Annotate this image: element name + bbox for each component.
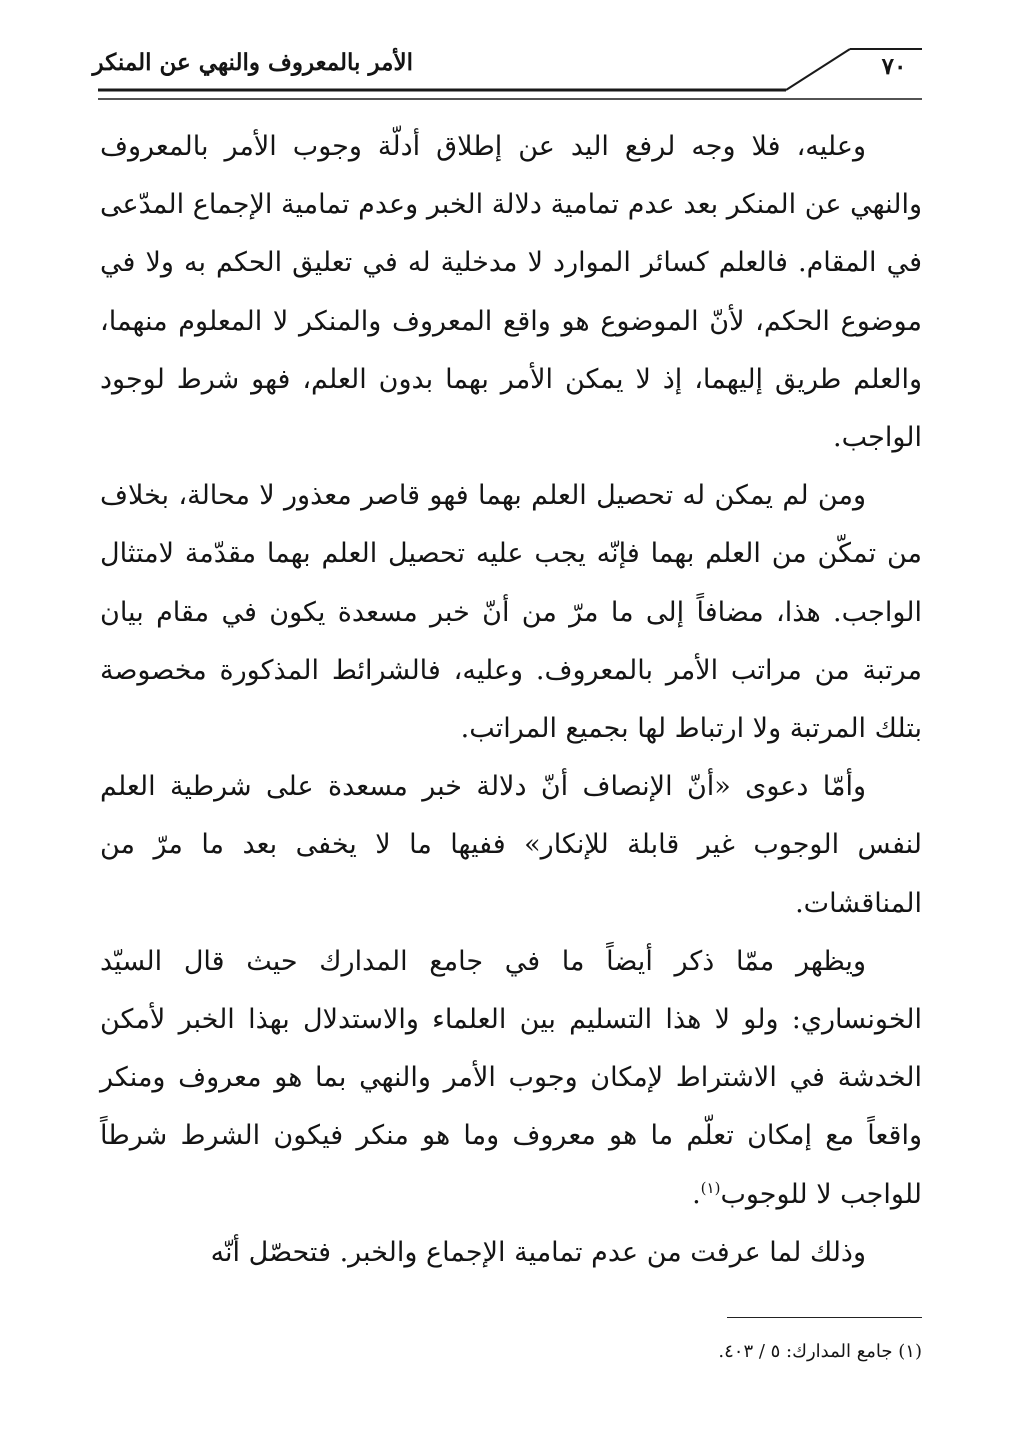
header-rule: [0, 0, 1021, 110]
footnote-reference: (١): [700, 1178, 721, 1197]
paragraph-4: [100, 933, 922, 1224]
paragraph-5: وذلك لما عرفت من عدم تمامية الإجماع والخبر. فتحصّل أنّه: [210, 1236, 866, 1268]
footnote: (١) جامع المدارك: ٥ / ٤٠٣.: [718, 1341, 922, 1362]
page-number: ٧٠: [881, 53, 907, 80]
paragraph-3: وأمّا دعوى «أنّ الإنصاف أنّ دلالة خبر مسعدة على شرطية العلم لنفس الوجوب غير قابلة للإنكار» ففيها ما لا يخفى بعد ما مرّ من المناقشات.: [100, 771, 922, 919]
footnote-separator: [727, 1317, 922, 1318]
running-header-title: الأمر بالمعروف والنهي عن المنكر: [92, 49, 413, 76]
paragraph-4-text: ويظهر ممّا ذكر أيضاً ما في جامع المدارك حيث قال السيّد الخونساري: ولو لا هذا التسليم بين العلماء والاستدلال بهذا الخبر لأمكن الخدشة في الاشتراط لإمكان وجوب الأمر والنهي بما هو معروف ومنكر واقعاً مع إمكان تعلّم ما هو معروف وما هو منكر فيكون الشرط شرطاً للواجب لا للوجوب: [100, 945, 922, 1210]
body-text: [100, 118, 922, 1282]
paragraph-4-end: .: [692, 1178, 701, 1210]
paragraph-1: وعليه، فلا وجه لرفع اليد عن إطلاق أدلّة وجوب الأمر بالمعروف والنهي عن المنكر بعد عدم تمامية دلالة الخبر وعدم تمامية الإجماع المدّعى في المقام. فالعلم كسائر الموارد لا مدخلية له في تعليق الحكم به ولا في موضوع الحكم، لأنّ الموضوع هو واقع المعروف والمنكر لا المعلوم منهما، والعلم طريق إليهما، إذ لا يمكن الأمر بهما بدون العلم، فهو شرط لوجود الواجب.: [100, 131, 922, 454]
paragraph-2: ومن لم يمكن له تحصيل العلم بهما فهو قاصر معذور لا محالة، بخلاف من تمكّن من العلم بهما فإنّه يجب عليه تحصيل العلم بهما مقدّمة لامتثال الواجب. هذا، مضافاً إلى ما مرّ من أنّ خبر مسعدة يكون في مقام بيان مرتبة من مراتب الأمر بالمعروف. وعليه، فالشرائط المذكورة مخصوصة بتلك المرتبة ولا ارتباط لها بجميع المراتب.: [100, 480, 922, 745]
